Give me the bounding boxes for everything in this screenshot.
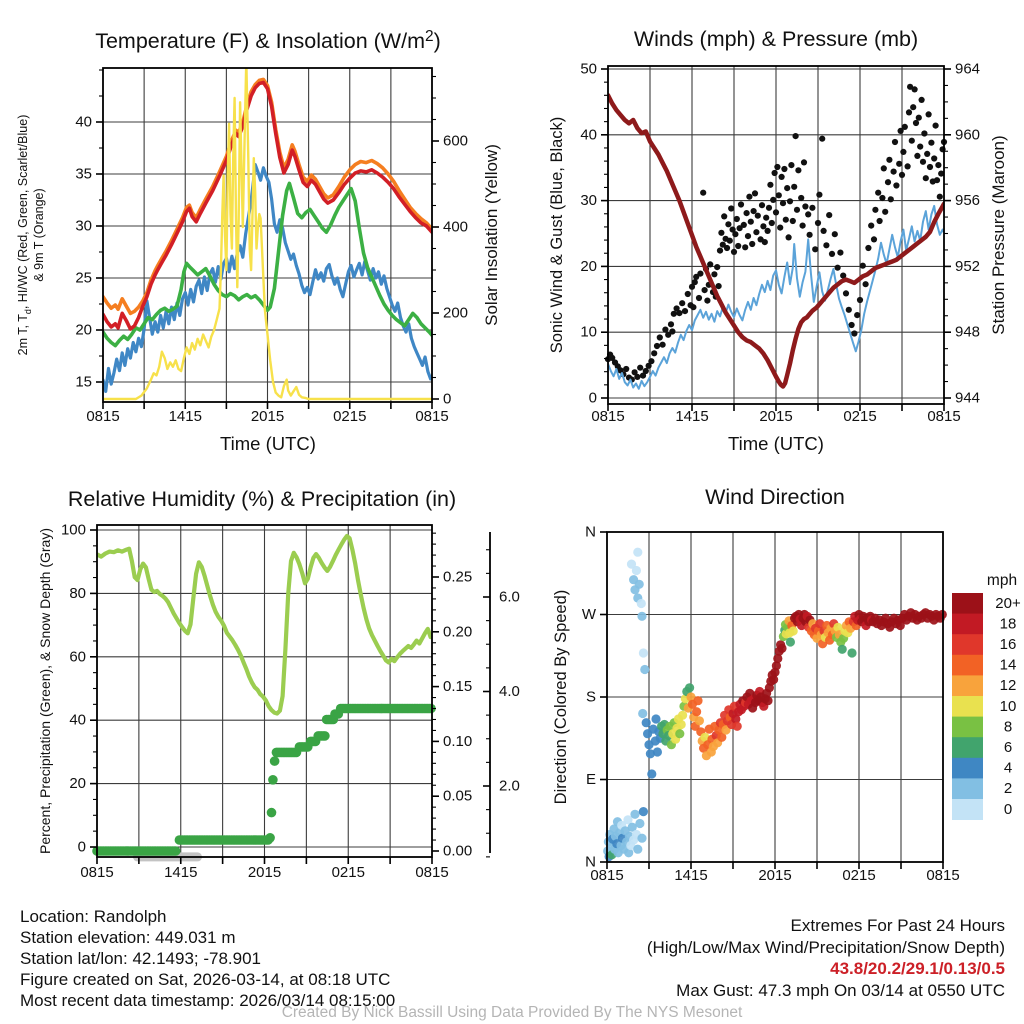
- colorbar-label: 18: [999, 615, 1017, 633]
- colorbar-cell: [952, 655, 983, 676]
- y-tick-label: 948: [955, 323, 981, 341]
- y-tick-label: 30: [75, 217, 92, 235]
- y-axis-right: [944, 61, 980, 407]
- y-axis-title-left: & 9m T (Orange): [32, 188, 46, 282]
- x-tick-label: 1415: [674, 867, 708, 884]
- y-axis-title-right: Station Pressure (Maroon): [989, 135, 1008, 335]
- y-tick-label: N: [585, 853, 596, 871]
- x-axis-title: Time (UTC): [220, 433, 316, 454]
- x-tick-label: 0215: [843, 408, 877, 425]
- y-axis-left: [61, 522, 97, 856]
- colorbar-cell: [952, 675, 983, 696]
- y-tick-label: 10: [580, 323, 597, 341]
- station-elevation: Station elevation: 449.031 m: [20, 928, 236, 947]
- x-tick-label: 2015: [250, 408, 285, 425]
- station-location: Location: Randolph: [20, 907, 167, 926]
- y-tick-label: 0.10: [443, 732, 473, 750]
- chart-wind: [548, 27, 1008, 454]
- y-tick-label: 956: [955, 192, 981, 210]
- colorbar-cell: [952, 696, 983, 717]
- x-tick-label: 0815: [415, 408, 449, 425]
- y-tick-label: 0.20: [443, 623, 473, 641]
- colorbar-cell: [952, 737, 983, 758]
- y-axis-right: [432, 533, 472, 859]
- colorbar-cell: [952, 634, 983, 655]
- x-tick-label: 0215: [842, 867, 876, 884]
- colorbar-label: 16: [999, 636, 1017, 653]
- y-tick-label: 80: [69, 584, 86, 602]
- gridlines: [608, 66, 944, 404]
- y-tick-label: 20: [69, 775, 86, 793]
- y-tick-label: 0.05: [443, 787, 473, 805]
- chart-title: Wind Direction: [705, 485, 845, 509]
- y-tick-label: 40: [75, 113, 92, 131]
- x-tick-label: 2015: [758, 867, 792, 884]
- colorbar-cell: [952, 778, 983, 799]
- x-axis: [591, 404, 960, 425]
- data-timestamp: Most recent data timestamp: 2026/03/14 08:15:00: [20, 991, 396, 1010]
- y-tick-label: 60: [69, 648, 86, 666]
- colorbar-cell: [952, 593, 983, 614]
- y-tick-label: 0: [588, 389, 597, 407]
- chart-temp: [16, 28, 501, 454]
- figure-created: Figure created on Sat, 2026-03-14, at 08:18 UTC: [20, 970, 391, 989]
- gridlines: [103, 68, 432, 402]
- x-axis: [86, 402, 448, 425]
- extremes-subtitle: (High/Low/Max Wind/Precipitation/Snow Depth): [646, 937, 1005, 957]
- y-tick-label: 20: [580, 257, 597, 275]
- y-tick-label: 400: [443, 218, 469, 236]
- y-tick-label: 30: [580, 192, 597, 210]
- y-tick-label: 20: [75, 321, 92, 339]
- chart-title: Relative Humidity (%) & Precipitation (in): [67, 487, 457, 511]
- y-axis-title-left: Percent, Precipitation (Green), & Snow Depth (Gray): [37, 527, 53, 855]
- colorbar-title: mph: [986, 572, 1018, 589]
- y-tick-label: 0: [77, 838, 86, 856]
- x-tick-label: 0815: [415, 864, 449, 881]
- x-tick-label: 0215: [331, 864, 365, 881]
- station-metadata: [20, 906, 395, 1011]
- x-tick-label: 0815: [590, 867, 624, 884]
- colorbar-label: 8: [1003, 718, 1013, 736]
- extremes-title: Extremes For Past 24 Hours: [790, 916, 1005, 935]
- y-tick-label: 0: [443, 390, 452, 408]
- y-tick-label: E: [585, 771, 596, 788]
- y-axis-right: [432, 77, 468, 408]
- extremes-block: [647, 915, 1005, 1001]
- colorbar-label: 12: [999, 677, 1017, 695]
- y-tick-label: 964: [955, 60, 981, 78]
- y-tick-label: W: [581, 606, 596, 623]
- colorbar-label: 6: [1003, 739, 1013, 756]
- y-axis-title-left: 2m T, $T_d$, HI/WC (Red, Green, Scarlet/Blue): [16, 114, 33, 356]
- y-tick-label: 35: [75, 165, 92, 183]
- credit-line: Created By Nick Bassill Using Data Provided By The NYS Mesonet: [281, 1004, 743, 1021]
- extremes-values: 43.8/20.2/29.1/0.13/0.5: [830, 959, 1005, 978]
- y-tick-label: 600: [443, 132, 469, 150]
- chart-rh: [37, 487, 520, 881]
- y-tick-label: 200: [443, 304, 469, 322]
- y-tick-label: 40: [69, 711, 86, 729]
- colorbar-label: 0: [1003, 800, 1013, 818]
- y-axis-title-right: Solar Insolation (Yellow): [482, 144, 501, 326]
- y-tick-label: 0.15: [443, 678, 473, 696]
- y-tick-label: 6.0: [499, 588, 520, 606]
- y-axis-title-left: Sonic Wind & Gust (Blue, Black): [548, 116, 566, 354]
- y-tick-label: 40: [580, 126, 597, 144]
- x-tick-label: 0215: [333, 408, 367, 425]
- y-tick-label: S: [585, 688, 596, 706]
- x-tick-label: 1415: [164, 864, 198, 881]
- chart-title: Winds (mph) & Pressure (mb): [633, 27, 919, 51]
- chart-title: Temperature (F) & Insolation $(W/m^2)$: [95, 28, 441, 53]
- colorbar-cell: [952, 799, 983, 820]
- wind-speed-colorbar: [952, 572, 1021, 820]
- x-tick-label: 0815: [591, 408, 625, 425]
- y-tick-label: 960: [955, 126, 981, 144]
- y-tick-label: 100: [60, 521, 86, 539]
- colorbar-label: 2: [1003, 780, 1013, 798]
- colorbar-cell: [952, 758, 983, 779]
- colorbar-label: 10: [999, 697, 1017, 715]
- x-tick-label: 1415: [675, 408, 709, 425]
- y-axis-snow: [483, 532, 520, 857]
- max-gust: Max Gust: 47.3 mph On 03/14 at 0550 UTC: [676, 980, 1005, 1000]
- y-tick-label: 15: [75, 373, 92, 391]
- gridlines: [607, 532, 943, 862]
- x-tick-label: 0815: [80, 864, 114, 881]
- x-tick-label: 2015: [247, 864, 282, 881]
- colorbar-cell: [952, 614, 983, 635]
- y-tick-label: 944: [955, 389, 981, 407]
- x-tick-label: 0815: [86, 408, 120, 425]
- x-tick-label: 1415: [168, 408, 202, 425]
- colorbar-label: 14: [999, 656, 1017, 674]
- y-tick-label: 50: [580, 60, 597, 78]
- y-axis-left: [75, 70, 103, 391]
- colorbar-label: 20+: [995, 594, 1021, 612]
- y-tick-label: N: [585, 523, 596, 541]
- x-axis: [590, 862, 959, 884]
- y-tick-label: 4.0: [499, 683, 520, 700]
- y-axis-title-left: Direction (Colored By Speed): [552, 589, 570, 805]
- chart-dir: [552, 485, 1021, 884]
- x-axis-title: Time (UTC): [728, 433, 824, 454]
- y-tick-label: 952: [955, 257, 981, 275]
- station-latlon: Station lat/lon: 42.1493; -78.901: [20, 949, 262, 968]
- x-tick-label: 2015: [759, 408, 793, 425]
- y-tick-label: 25: [75, 269, 92, 287]
- y-tick-label: 2.0: [499, 777, 520, 795]
- colorbar-cell: [952, 717, 983, 738]
- y-tick-label: 0.00: [443, 842, 473, 860]
- x-tick-label: 0815: [927, 408, 961, 425]
- x-tick-label: 0815: [926, 867, 960, 884]
- y-tick-label: 0.25: [443, 568, 473, 586]
- y-axis-left: [582, 524, 607, 871]
- colorbar-label: 4: [1003, 759, 1013, 777]
- y-axis-left: [580, 61, 608, 407]
